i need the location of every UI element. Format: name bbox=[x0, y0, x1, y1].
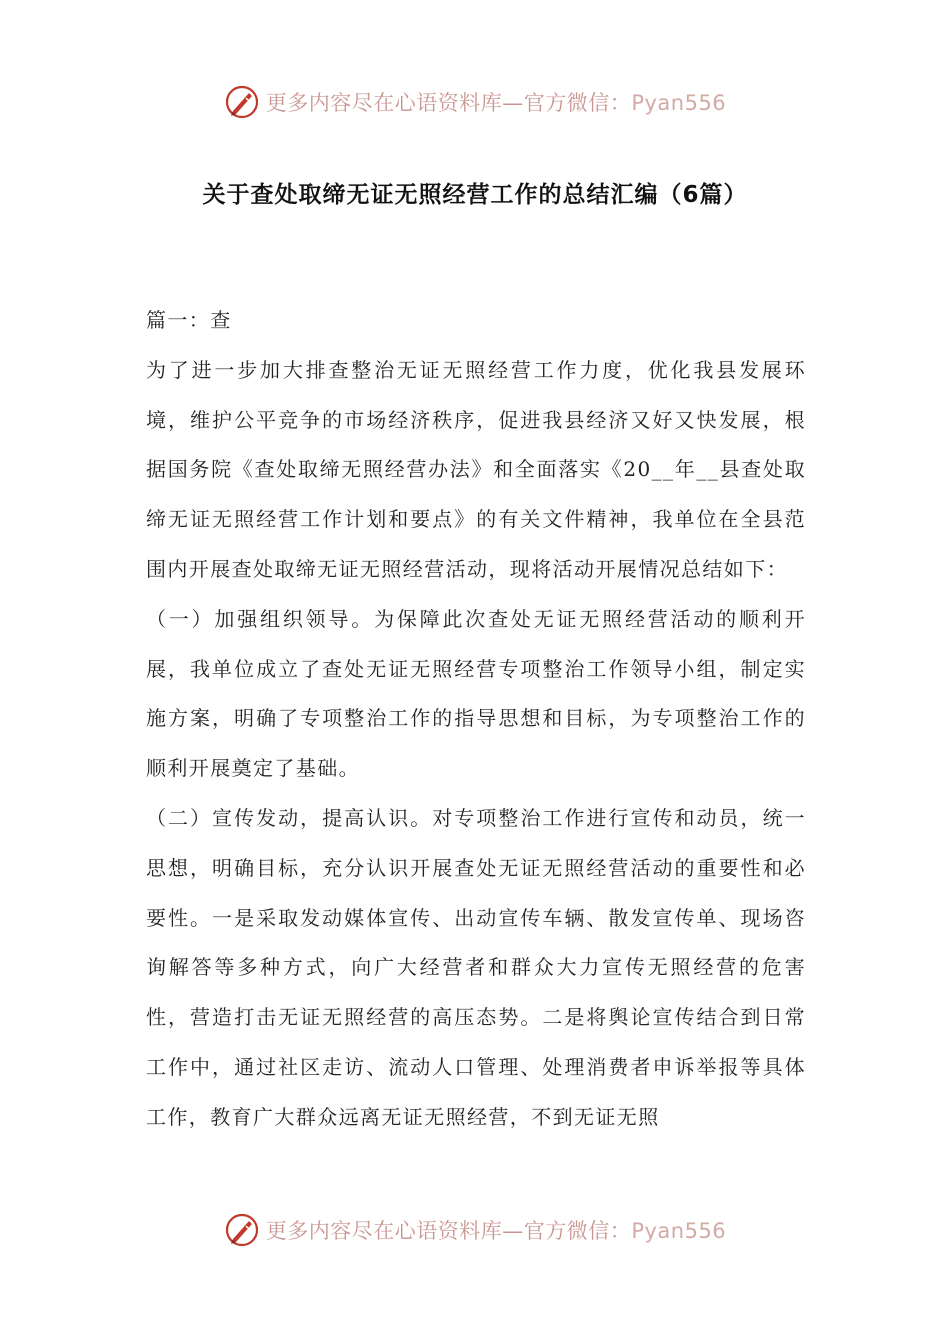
pen-logo-icon bbox=[224, 84, 260, 120]
document-title: 关于查处取缔无证无照经营工作的总结汇编（6篇） bbox=[202, 182, 748, 208]
paragraph-organization: （一）加强组织领导。为保障此次查处无证无照经营活动的顺利开展，我单位成立了查处无证无照经营专项整治工作领导小组，制定实施方案，明确了专项整治工作的指导思想和目标，为专项整治工作的顺利开展奠定了基础。 bbox=[146, 606, 806, 781]
watermark-text: 更多内容尽在心语资料库—官方微信：Pyan556 bbox=[265, 1219, 727, 1243]
pen-logo-icon bbox=[224, 1212, 260, 1248]
watermark-banner-top bbox=[0, 80, 950, 124]
watermark-text: 更多内容尽在心语资料库—官方微信：Pyan556 bbox=[265, 91, 727, 115]
paragraph-publicity: （二）宣传发动，提高认识。对专项整治工作进行宣传和动员，统一思想，明确目标，充分认识开展查处无证无照经营活动的重要性和必要性。一是采取发动媒体宣传、出动宣传车辆、散发宣传单、现场咨询解答等多种方式，向广大经营者和群众大力宣传无照经营的危害性，营造打击无证无照经营的高压态势。二是将舆论宣传结合到日常工作中，通过社区走访、流动人口管理、处理消费者申诉举报等具体工作，教育广大群众远离无证无照经营，不到无证无照 bbox=[146, 805, 806, 1129]
section-heading: 篇一：查 bbox=[146, 308, 232, 332]
paragraph-intro: 为了进一步加大排查整治无证无照经营工作力度，优化我县发展环境，维护公平竞争的市场经济秩序，促进我县经济又好又快发展，根据国务院《查处取缔无照经营办法》和全面落实《20__年__县查处取缔无证无照经营工作计划和要点》的有关文件精神，我单位在全县范围内开展查处取缔无证无照经营活动，现将活动开展情况总结如下： bbox=[146, 357, 806, 581]
document-body bbox=[146, 296, 806, 1143]
watermark-wechat-id: Pyan556 bbox=[631, 1219, 727, 1243]
watermark-wechat-id: Pyan556 bbox=[631, 91, 727, 115]
watermark-banner-bottom bbox=[0, 1208, 950, 1252]
